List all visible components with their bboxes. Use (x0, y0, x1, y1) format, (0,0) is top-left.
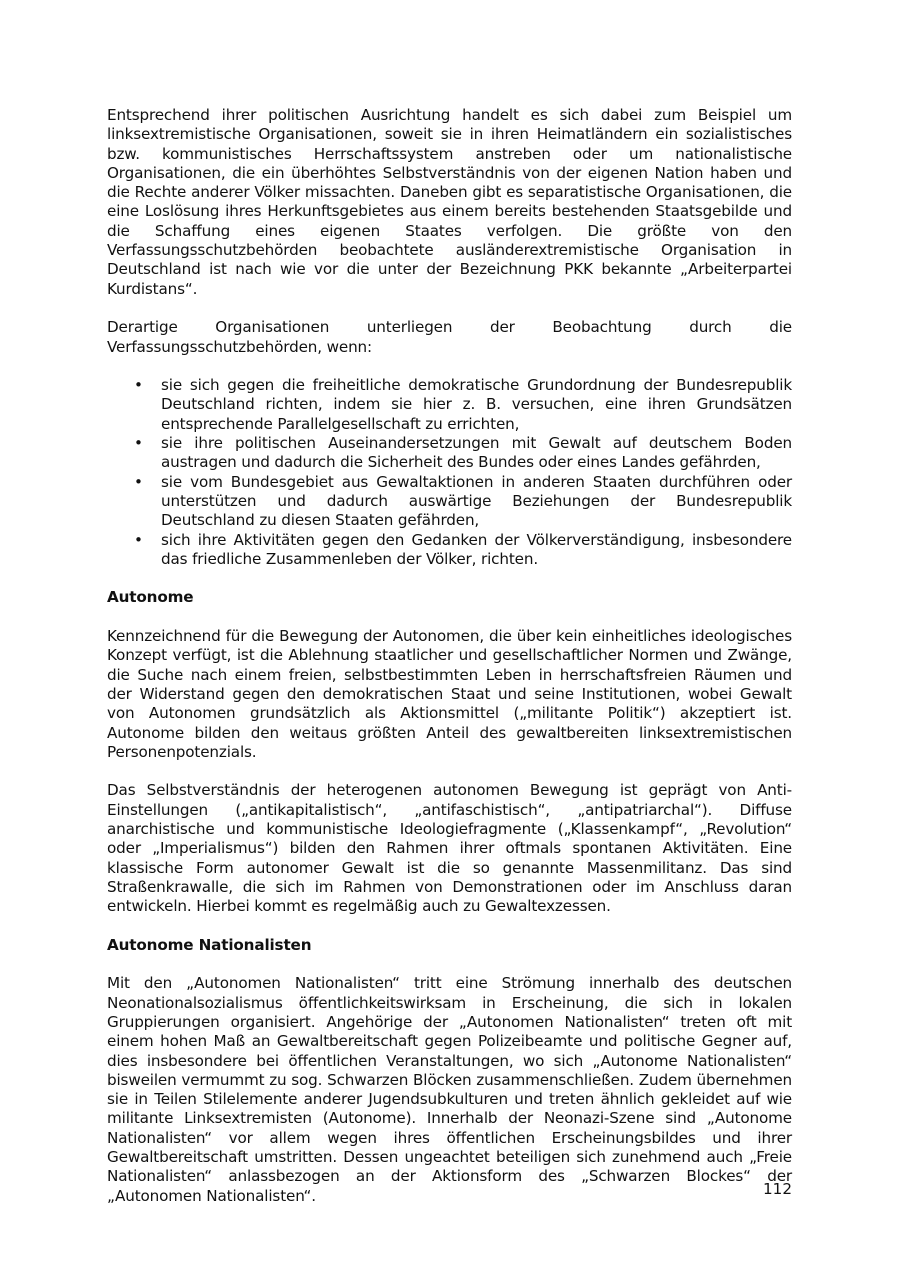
spacer (107, 916, 792, 935)
intro-paragraph: Entsprechend ihrer politischen Ausrichtung handelt es sich dabei zum Beispiel um linksextremistische Organisationen, soweit sie in ihren Heimatländern ein sozialistisches bzw. kommunistisches Herrschaftssystem anstreben oder um nationalistische Organisationen, die ein überhöhtes Selbstverständnis von der eigenen Nation haben und die Rechte anderer Völker missachten. Daneben gibt es separatistische Organisationen, die eine Loslösung ihres Herkunftsgebietes aus einem bereits bestehenden Staatsgebilde und die Schaffung eines eigenen Staates verfolgen. Die größte von den Verfassungsschutzbehörden beobachtete ausländerextremistische Organisation in Deutschland ist nach wie vor die unter der Bezeichnung PKK bekannte „Arbeiterpartei Kurdistans“. (107, 106, 792, 298)
list-item (107, 434, 792, 473)
spacer (107, 357, 792, 376)
section-heading-autonome-nationalisten: Autonome Nationalisten (107, 935, 312, 954)
autonome-paragraph-1: Kennzeichnend für die Bewegung der Autonomen, die über kein einheitliches ideologisches Konzept verfügt, ist die Ablehnung staatlicher und gesellschaftlicher Normen und Zwänge, die Suche nach einem freien, selbstbestimmten Leben in herrschaftsfreien Räumen und der Widerstand gegen den demokratischen Staat und seine Institutionen, wobei Gewalt von Autonomen grundsätzlich als Aktionsmittel („militante Politik“) akzeptiert ist. Autonome bilden den weitaus größten Anteil des gewaltbereiten linksextremistischen Personenpotenzials. (107, 627, 792, 761)
criteria-list (107, 376, 792, 569)
section-heading-autonome: Autonome (107, 588, 194, 607)
bullet-icon: • (134, 530, 143, 549)
autonome-paragraph-2: Das Selbstverständnis der heterogenen autonomen Bewegung ist geprägt von Anti-Einstellungen („antikapitalistisch“, „antifaschistisch“, „antipatriarchal“). Diffuse anarchistische und kommunistische Ideologiefragmente („Klassenkampf“, „Revolution“ oder „Imperialismus“) bilden den Rahmen ihrer oftmals spontanen Aktivitäten. Eine klassische Form autonomer Gewalt ist die so genannte Massenmilitanz. Das sind Straßenkrawalle, die sich im Rahmen von Demonstrationen oder im Anschluss daran entwickeln. Hierbei kommt es regelmäßig auch zu Gewaltexzessen. (107, 781, 792, 916)
list-item (107, 531, 792, 570)
document-body (107, 106, 792, 1206)
bullet-icon: • (134, 472, 143, 491)
autonome-nationalisten-paragraph: Mit den „Autonomen Nationalisten“ tritt eine Strömung innerhalb des deutschen Neonationalsozialismus öffentlichkeitswirksam in Erscheinung, die sich in lokalen Gruppierungen organisiert. Angehörige der „Autonomen Nationalisten“ treten oft mit einem hohen Maß an Gewaltbereitschaft gegen Polizeibeamte und politische Gegner auf, dies insbesondere bei öffentlichen Veranstaltungen, wo sich „Autonome Nationalisten“ bisweilen vermummt zu sog. Schwarzen Blöcken zusammenschließen. Zudem übernehmen sie in Teilen Stilelemente anderer Jugendsubkulturen und treten ähnlich gekleidet auf wie militante Linksextremisten (Autonome). Innerhalb der Neonazi-Szene sind „Autonome Nationalisten“ vor allem wegen ihres öffentlichen Erscheinungsbildes und ihrer Gewaltbereitschaft umstritten. Dessen ungeachtet beteiligen sich zunehmend auch „Freie Nationalisten“ anlassbezogen an der Aktionsform des „Schwarzen Blockes“ der „Autonomen Nationalisten“. (107, 974, 792, 1205)
list-item-text: sie ihre politischen Auseinandersetzungen mit Gewalt auf deutschem Boden austragen und dadurch die Sicherheit des Bundes oder eines Landes gefährden, (161, 434, 792, 472)
spacer (107, 762, 792, 781)
bullet-icon: • (134, 434, 143, 453)
spacer (107, 608, 792, 627)
list-item (107, 473, 792, 531)
spacer (107, 569, 792, 588)
page-number: 112 (763, 1180, 792, 1198)
list-item-text: sich ihre Aktivitäten gegen den Gedanken der Völkerverständigung, insbesondere das friedliche Zusammenleben der Völker, richten. (161, 530, 792, 568)
list-item (107, 376, 792, 434)
spacer (107, 955, 792, 974)
bullet-icon: • (134, 376, 143, 395)
list-item-text: sie vom Bundesgebiet aus Gewaltaktionen in anderen Staaten durchführen oder unterstützen und dadurch auswärtige Beziehungen der Bundesrepublik Deutschland zu diesen Staaten gefährden, (161, 472, 792, 530)
spacer (107, 299, 792, 318)
observation-paragraph: Derartige Organisationen unterliegen der Beobachtung durch die Verfassungsschutzbehörden, wenn: (107, 318, 792, 356)
list-item-text: sie sich gegen die freiheitliche demokratische Grundordnung der Bundesrepublik Deutschland richten, indem sie hier z. B. versuchen, eine ihren Grundsätzen entsprechende Parallelgesellschaft zu errichten, (161, 376, 792, 433)
